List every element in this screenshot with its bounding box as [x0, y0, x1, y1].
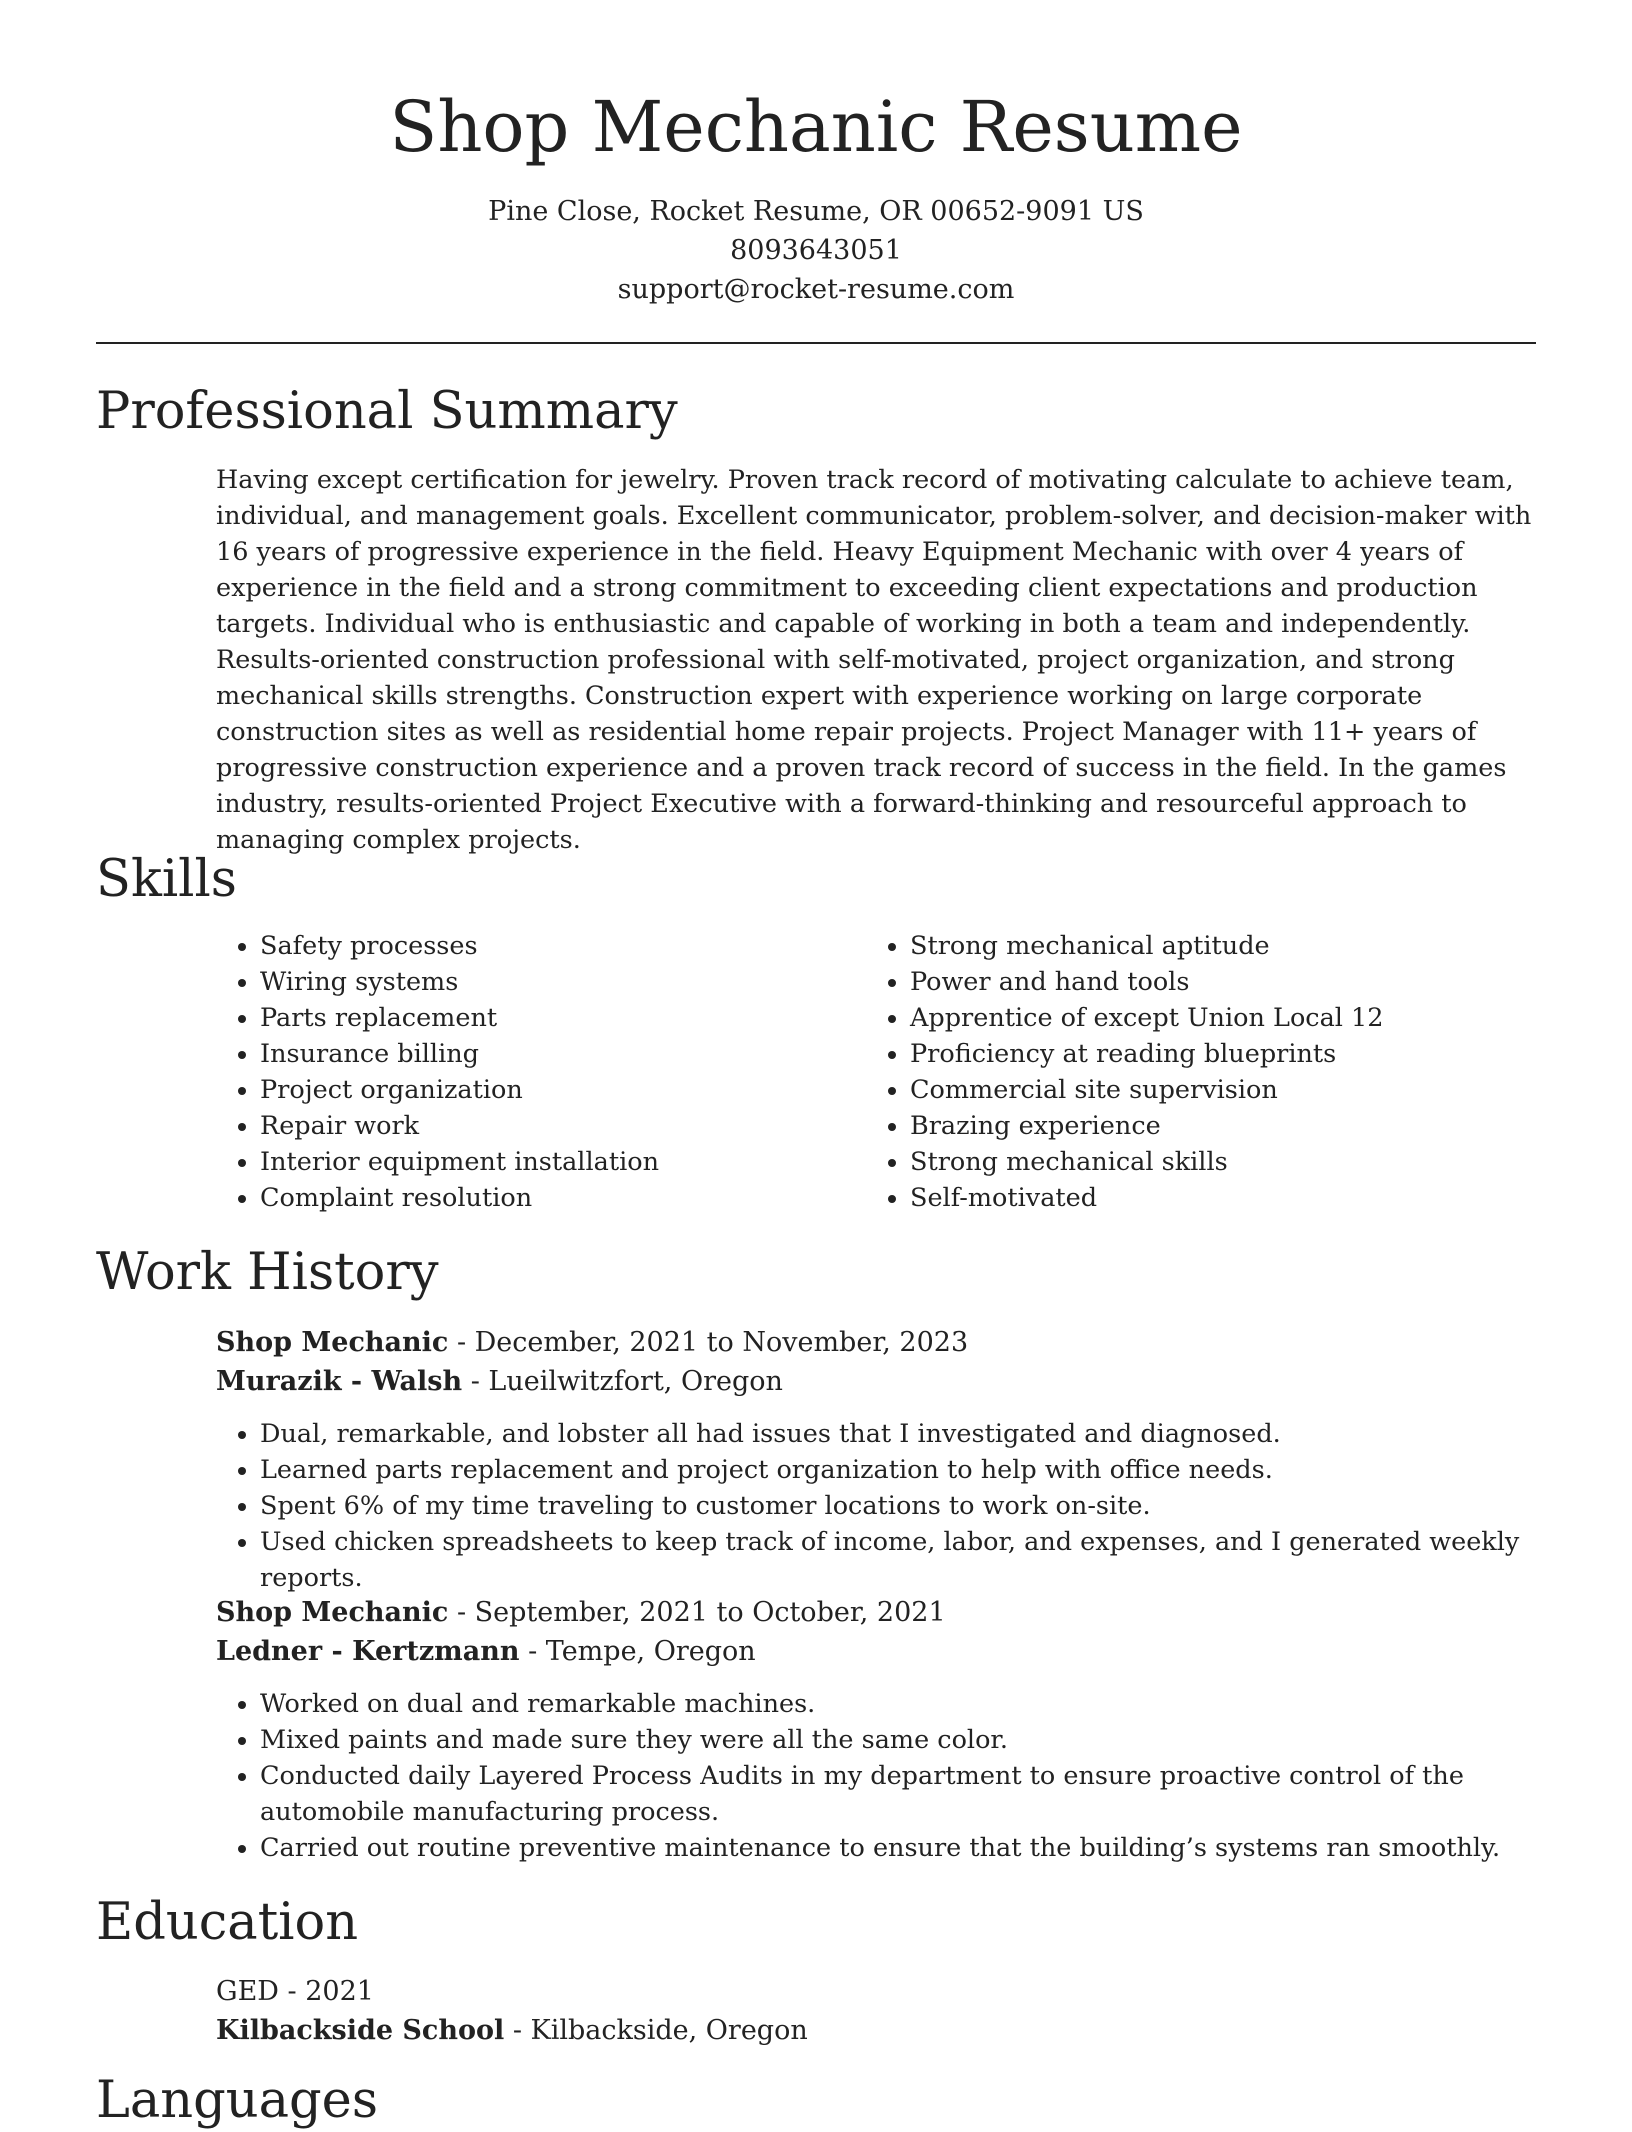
- skill-item: • Wiring systems: [260, 964, 659, 1000]
- skill-item: • Proficiency at reading blueprints: [910, 1036, 1384, 1072]
- phone: 8093643051: [730, 235, 902, 266]
- section-title-summary: Professional Summary: [96, 382, 678, 441]
- resume-title: Shop Mechanic Resume: [389, 86, 1243, 168]
- skill-item: • Complaint resolution: [260, 1180, 659, 1216]
- skill-item: • Strong mechanical aptitude: [910, 928, 1384, 964]
- skill-item: • Brazing experience: [910, 1108, 1384, 1144]
- duty-item: • Dual, remarkable, and lobster all had issues that I investigated and diagnosed.: [260, 1416, 1590, 1452]
- skill-item: • Interior equipment installation: [260, 1144, 659, 1180]
- education-entry: [216, 1972, 808, 2050]
- skill-item: • Apprentice of except Union Local 12: [910, 1000, 1384, 1036]
- degree: GED - 2021: [216, 1976, 374, 2007]
- school-name: Kilbackside School: [216, 2015, 505, 2046]
- skill-item: • Power and hand tools: [910, 964, 1384, 1000]
- company-name: Murazik - Walsh: [216, 1366, 463, 1397]
- section-title-languages: Languages: [96, 2071, 379, 2130]
- skills-list-right: [866, 928, 1384, 1216]
- skill-item: • Safety processes: [260, 928, 659, 964]
- company-name: Ledner - Kertzmann: [216, 1636, 520, 1667]
- job-dates: - September, 2021 to October, 2021: [448, 1597, 946, 1628]
- section-title-skills: Skills: [96, 850, 237, 909]
- skill-item: • Insurance billing: [260, 1036, 659, 1072]
- section-title-work-history: Work History: [96, 1243, 439, 1302]
- section-title-education: Education: [96, 1893, 359, 1952]
- duty-item: • Conducted daily Layered Process Audits in my department to ensure proactive control of the automobile manufacturing process.: [260, 1758, 1590, 1830]
- school-location: - Kilbackside, Oregon: [504, 2015, 808, 2046]
- job-title: Shop Mechanic: [216, 1597, 449, 1628]
- skill-item: • Repair work: [260, 1108, 659, 1144]
- address: Pine Close, Rocket Resume, OR 00652-9091 US: [488, 196, 1144, 227]
- skills-list-left: [216, 928, 659, 1216]
- duty-item: • Carried out routine preventive maintenance to ensure that the building’s systems ran smoothly.: [260, 1830, 1590, 1866]
- job-header: [216, 1323, 968, 1401]
- job-title: Shop Mechanic: [216, 1327, 449, 1358]
- skill-item: • Strong mechanical skills: [910, 1144, 1384, 1180]
- skill-item: • Parts replacement: [260, 1000, 659, 1036]
- duty-item: • Spent 6% of my time traveling to customer locations to work on-site.: [260, 1488, 1590, 1524]
- skill-item: • Commercial site supervision: [910, 1072, 1384, 1108]
- job-header: [216, 1593, 946, 1671]
- skill-item: • Project organization: [260, 1072, 659, 1108]
- duty-item: • Mixed paints and made sure they were all the same color.: [260, 1722, 1590, 1758]
- job-duties: [216, 1416, 1590, 1596]
- duty-item: • Learned parts replacement and project organization to help with office needs.: [260, 1452, 1590, 1488]
- skill-item: • Self-motivated: [910, 1180, 1384, 1216]
- job-dates: - December, 2021 to November, 2023: [448, 1327, 969, 1358]
- summary-text: Having except certification for jewelry. Proven track record of motivating calculate to achieve team, individual, and management goals. Excellent communicator, problem-solver, and decision-maker with 16 years of progressive experience in the field. Heavy Equipment Mechanic with over 4 years of experience in the field and a strong commitment to exceeding client expectations and production targets. Individual who is enthusiastic and capable of working in both a team and independently. Results-oriented construction professional with self-motivated, project organization, and strong mechanical skills strengths. Construction expert with experience working on large corporate construction sites as well as residential home repair projects. Project Manager with 11+ years of progressive construction experience and a proven track record of success in the field. In the games industry, results-oriented Project Executive with a forward-thinking and resourceful approach to managing complex projects.: [216, 465, 1532, 855]
- job-duties: [216, 1686, 1590, 1866]
- email: support@rocket-resume.com: [617, 274, 1015, 305]
- header-divider: [96, 342, 1536, 344]
- job-location: - Lueilwitzfort, Oregon: [462, 1366, 783, 1397]
- duty-item: • Used chicken spreadsheets to keep track of income, labor, and expenses, and I generated weekly reports.: [260, 1524, 1590, 1596]
- job-location: - Tempe, Oregon: [519, 1636, 756, 1667]
- duty-item: • Worked on dual and remarkable machines.: [260, 1686, 1590, 1722]
- contact-block: [0, 192, 1632, 309]
